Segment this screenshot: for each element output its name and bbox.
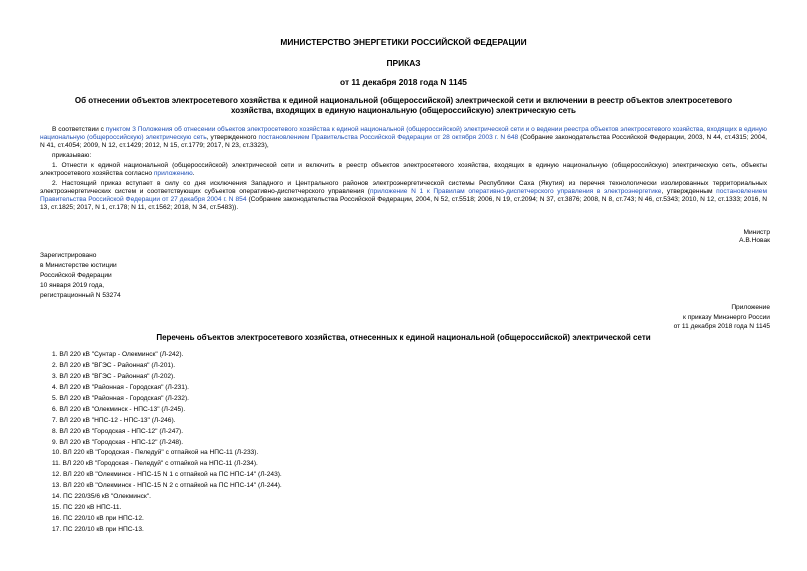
doc-type-heading: ПРИКАЗ xyxy=(386,58,421,68)
clause-2-text: 2. Настоящий приказ вступает в силу со дня исключения Западного и Центрального районов электроэнергетической системы Республики Саха (Якутия) из перечня технологически изолированных территориальных электроэнергетических систем и соответствующих субъектов оперативно-диспетчерского управления ( xyxy=(40,180,767,196)
signer-position: Министр xyxy=(743,229,770,236)
order-word: приказываю: xyxy=(52,152,92,160)
list-item: 16. ПС 220/10 кВ при НПС-12. xyxy=(52,515,144,523)
document-title: Об отнесении объектов электросетевого хозяйства к единой национальной (общероссийской) электрической сети и включении в реестр объектов электросетевого хозяйства, входящих в единую национальную (общероссийскую) электрическую сеть xyxy=(74,96,733,115)
objects-list xyxy=(52,351,282,537)
list-item: 9. ВЛ 220 кВ "Городская - НПС-12" (Л-248). xyxy=(52,438,184,446)
clause-1-end: . xyxy=(192,170,195,178)
clause-2 xyxy=(40,180,767,212)
appendix-line-2: к приказу Минэнерго России xyxy=(683,313,770,321)
list-item: 7. ВЛ 220 кВ "НПС-12 - НПС-13" (Л-246). xyxy=(52,416,176,424)
list-item: 15. ПС 220 кВ НПС-11. xyxy=(52,504,122,512)
list-item: 3. ВЛ 220 кВ "ВГЭС - Районная" (Л-202). xyxy=(52,372,176,380)
ministry-heading: МИНИСТЕРСТВО ЭНЕРГЕТИКИ РОССИЙСКОЙ ФЕДЕРАЦИИ xyxy=(280,37,527,47)
preamble-tail: (Собрание законодательства Российской Федерации, 2003, N 44, ст.4315; 2004, N 41, ст.4054; 2009, N 12, ст.1429; 2012, N 15, ст.1779; 2017, N 23, ст.3323), xyxy=(40,134,767,150)
regulation-link[interactable]: пунктом 3 Положения об отнесении объектов электросетевого хозяйства к единой национальной (общероссийской) электрической сети и о ведении реестра объектов электросетевого хозяйства, входящих в единую национальную (общероссийскую) электрическую сеть xyxy=(40,126,767,142)
list-item: 1. ВЛ 220 кВ "Сунтар - Олекминск" (Л-242). xyxy=(52,351,184,358)
order-body xyxy=(40,126,767,214)
list-item: 6. ВЛ 220 кВ "Олекминск - НПС-13" (Л-245). xyxy=(52,405,186,413)
clause-1-text: 1. Отнести к единой национальной (общероссийской) электрической сети и включить в реестр объектов электросетевого хозяйства, входящих в единую национальную (общероссийскую) электрическую сеть, объекты электросетевого хозяйства согласно xyxy=(40,162,767,178)
list-item: 17. ПС 220/10 кВ при НПС-13. xyxy=(52,526,144,533)
preamble-paragraph xyxy=(40,126,767,150)
date-number-heading: от 11 декабря 2018 года N 1145 xyxy=(340,77,467,87)
registration-line-4: 10 января 2019 года, xyxy=(40,281,105,289)
list-item: 2. ВЛ 220 кВ "ВГЭС - Районная" (Л-201). xyxy=(52,361,176,369)
list-item: 14. ПС 220/35/6 кВ "Олекминск". xyxy=(52,493,151,501)
appendix-line-3: от 11 декабря 2018 года N 1145 xyxy=(673,323,770,331)
registration-line-3: Российской Федерации xyxy=(40,271,112,279)
list-item: 13. ВЛ 220 кВ "Олекминск - НПС-15 N 2 с отпайкой на ПС НПС-14" (Л-244). xyxy=(52,482,282,490)
clause-2-mid: , утвержденным xyxy=(661,188,717,196)
appendix-title: Перечень объектов электросетевого хозяйства, отнесенных к единой национальной (общероссийской) электрической сети xyxy=(156,333,651,342)
signer-name: А.В.Новак xyxy=(739,237,770,245)
government-decree-648-link[interactable]: постановлением Правительства Российской Федерации от 28 октября 2003 г. N 648 xyxy=(258,134,519,142)
clause-2-tail: (Собрание законодательства Российской Федерации, 2004, N 52, ст.5518; 2006, N 19, ст.2094; N 37, ст.3876; 2008, N 8, ст.743; N 46, ст.5343; 2010, N 12, ст.1333; 2016, N 13, ст.1825; 2017, N 1, ст.178; N 11, ст.1562; 2018, N 34, ст.5483)). xyxy=(40,196,767,212)
list-item: 8. ВЛ 220 кВ "Городская - НПС-12" (Л-247). xyxy=(52,427,184,435)
list-item: 12. ВЛ 220 кВ "Олекминск - НПС-15 N 1 с отпайкой на ПС НПС-14" (Л-243). xyxy=(52,471,282,479)
registration-block xyxy=(40,251,121,300)
preamble-intro: В соответствии с xyxy=(52,126,106,133)
signature-block xyxy=(739,229,770,245)
registration-line-2: в Министерстве юстиции xyxy=(40,261,117,269)
dispatch-rules-link[interactable]: приложение N 1 к Правилам оперативно-диспетчерского управления в электроэнергетике xyxy=(369,188,662,196)
appendix-line-1: Приложение xyxy=(731,304,770,311)
registration-line-1: Зарегистрировано xyxy=(40,252,97,259)
list-item: 4. ВЛ 220 кВ "Районная - Городская" (Л-231). xyxy=(52,383,189,391)
appendix-link[interactable]: приложению xyxy=(153,170,193,178)
preamble-mid: , утвержденного xyxy=(206,134,259,142)
government-decree-854-link[interactable]: постановлением Правительства Российской Федерации от 27 декабря 2004 г. N 854 xyxy=(40,188,767,204)
clause-1 xyxy=(40,162,767,178)
list-item: 11. ВЛ 220 кВ "Городская - Пеледуй" с отпайкой на НПС-11 (Л-234). xyxy=(52,460,258,468)
appendix-reference xyxy=(674,303,770,332)
registration-line-5: регистрационный N 53274 xyxy=(40,291,121,299)
list-item: 10. ВЛ 220 кВ "Городская - Пеледуй" с отпайкой на НПС-11 (Л-233). xyxy=(52,449,259,457)
list-item: 5. ВЛ 220 кВ "Районная - Городская" (Л-232). xyxy=(52,394,189,402)
